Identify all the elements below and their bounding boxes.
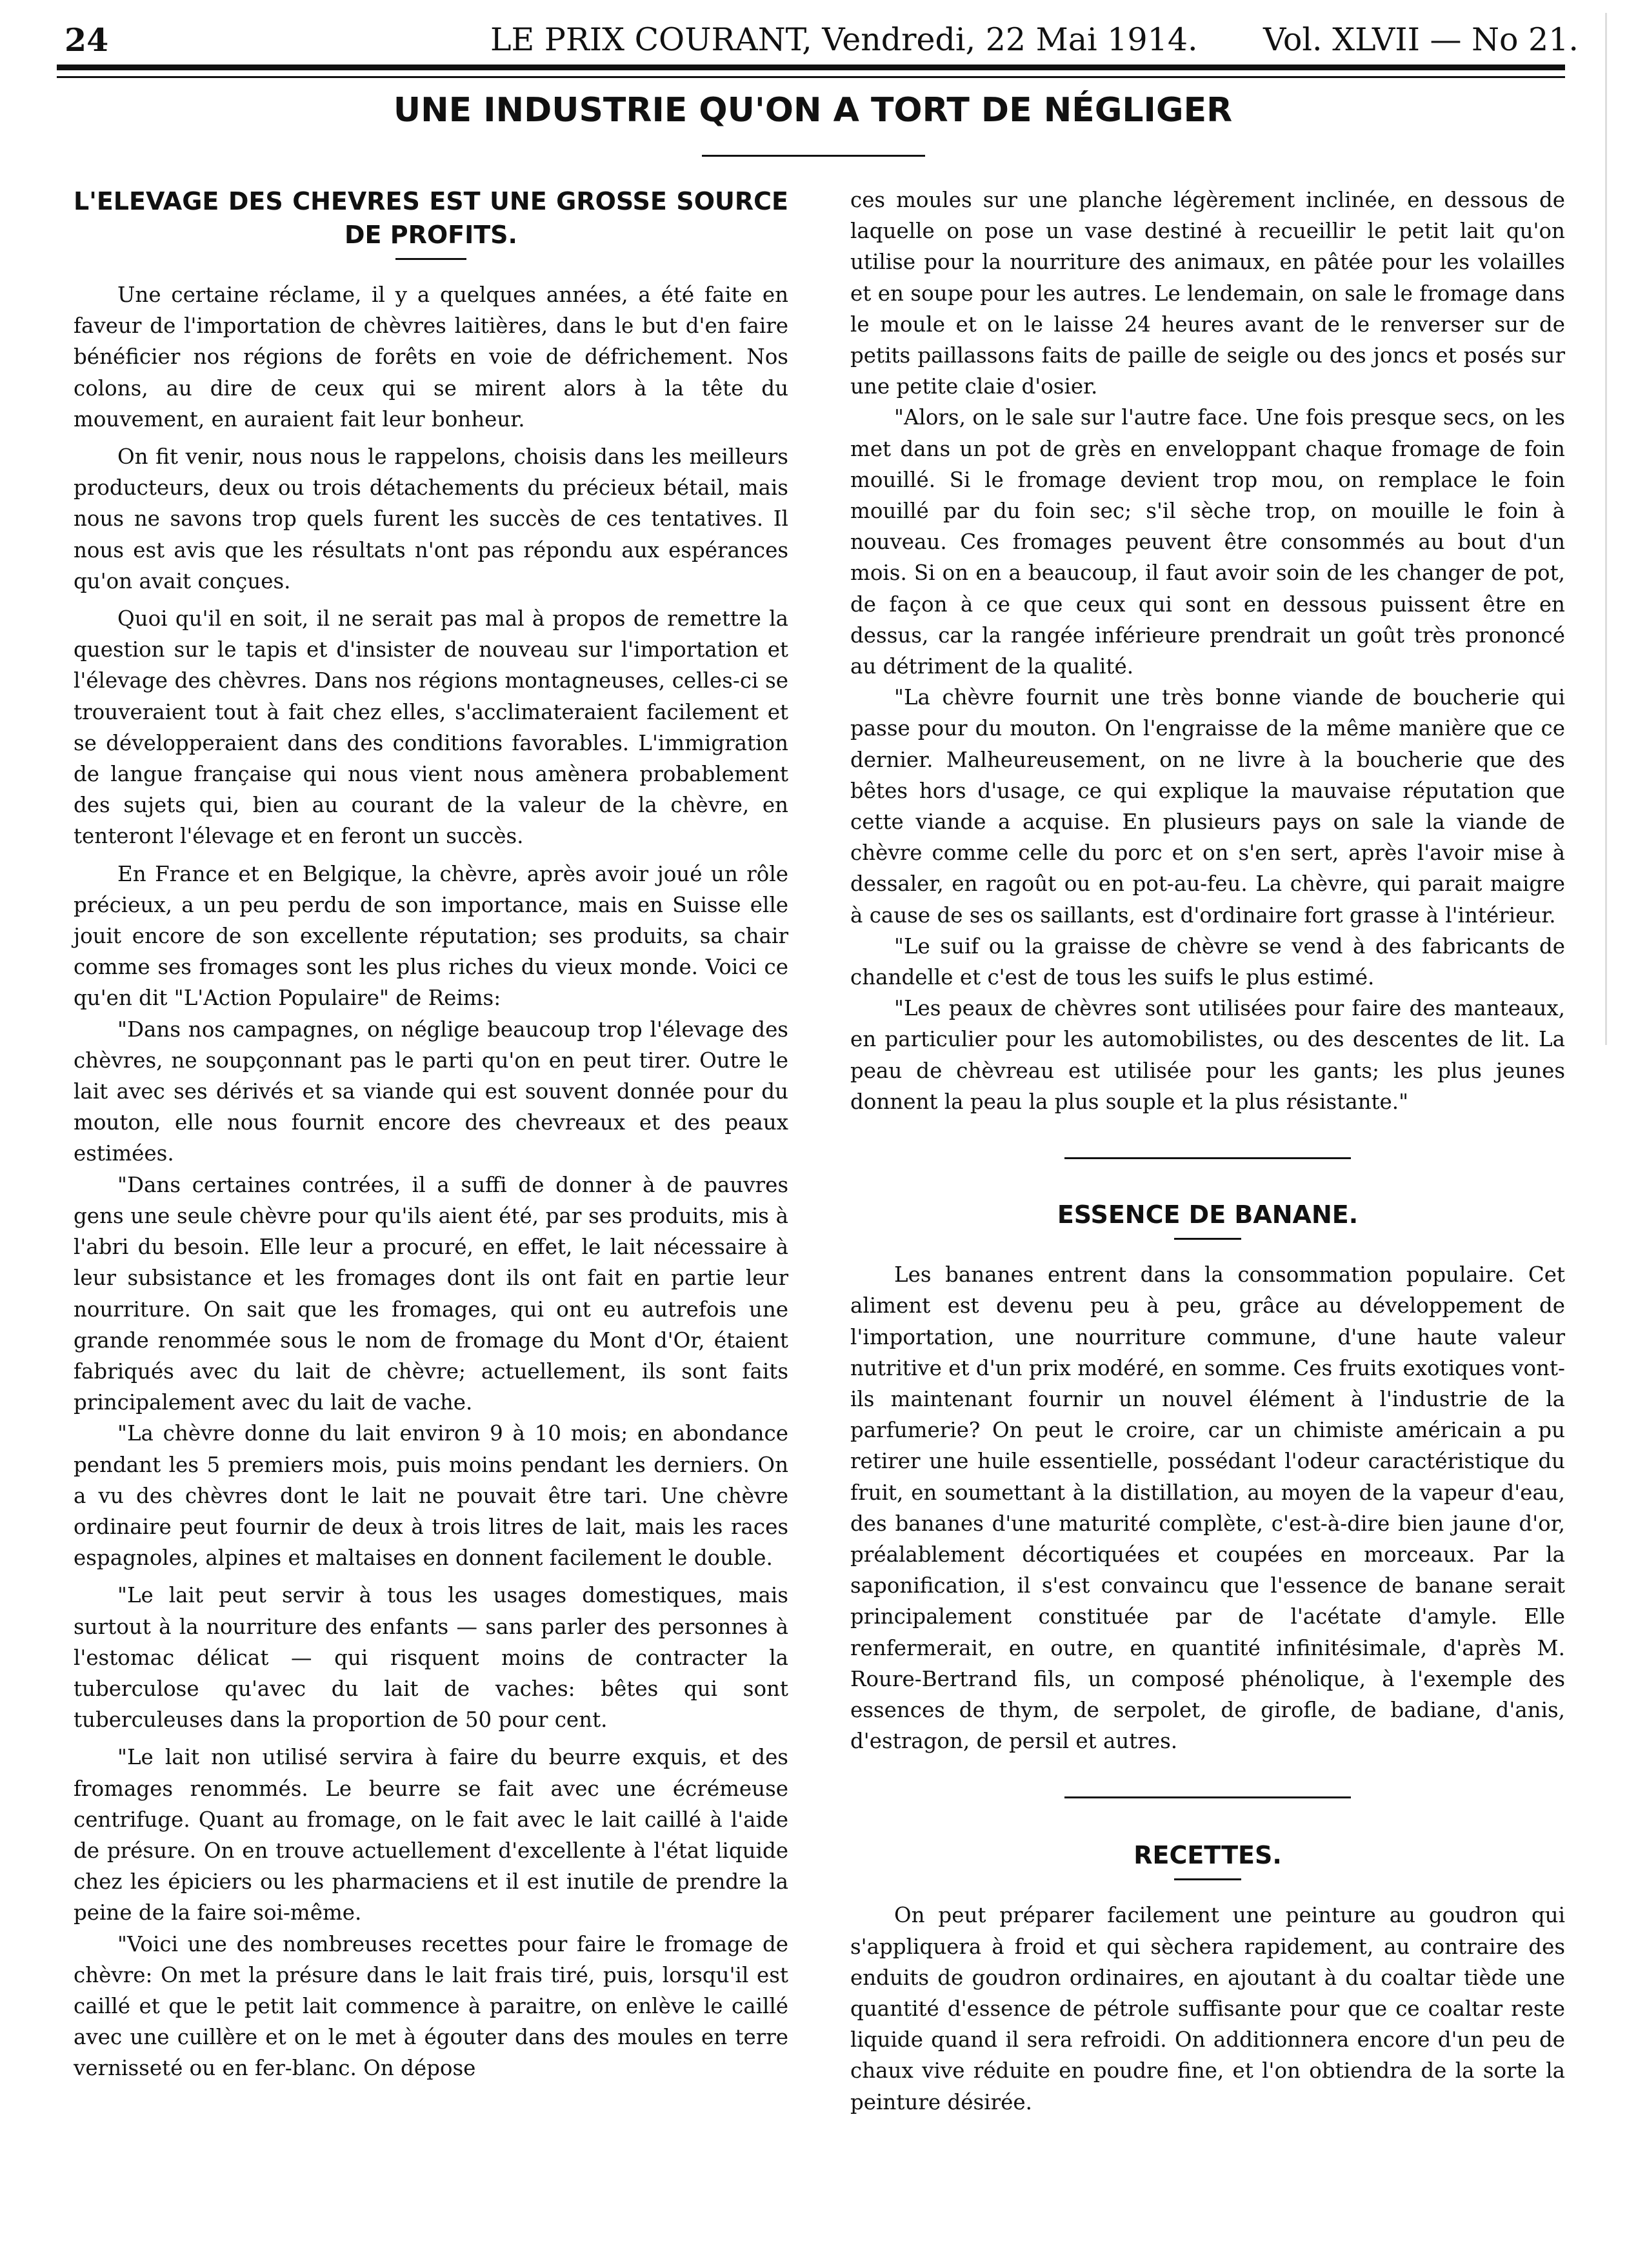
goats-paragraph: "Le suif ou la graisse de chèvre se vend à des fabricants de chandelle et c'est de tous les suifs le plus estimé. [850,933,1565,990]
recipes-section-title: RECETTES. [1133,1841,1282,1870]
goats-paragraph: "La chèvre fournit une très bonne viande de boucherie qui passe pour du mouton. On l'engraisse de la même manière que ce dernier. Malheureusement, on ne livre à la boucherie que des bêtes hors d'usage, ce qui explique la mauvaise réputation que cette viande a acquise. En plusieurs pays on sale la viande de chèvre comme celle du porc et on s'en sert, après l'avoir mise à dessaler, en ragoût ou en pot-au-feu. La chèvre, qui parait maigre à cause de ses os saillants, est d'ordinaire fort grasse à l'intérieur. [850,685,1565,928]
goats-paragraph: En France et en Belgique, la chèvre, après avoir joué un rôle précieux, a un peu perdu de son importance, mais en Suisse elle jouit encore de son excellente réputation; ses produits, sa chair comme ses fromages sont les plus riches du vieux monde. Voici ce qu'en dit "L'Action Populaire" de Reims: [74,861,788,1011]
goats-paragraph: Une certaine réclame, il y a quelques années, a été faite en faveur de l'importation de chèvres laitières, dans le but d'en faire bénéficier nos régions de forêts en voie de défrichement. Nos colons, au dire de ceux qui se mirent alors à la tête du mouvement, en auraient fait leur bonheur. [74,283,788,432]
goats-paragraph: "Voici une des nombreuses recettes pour faire le fromage de chèvre: On met la présure dans le lait frais tiré, puis, lorsqu'il est caillé et que le petit lait commence à paraitre, on enlève le caillé avec une cuillère et on le met à égouter dans des moules en terre vernisseté ou en fer-blanc. On dépose [74,1931,788,2081]
volume-number: Vol. XLVII — No 21. [1263,21,1579,58]
banana-section-title: ESSENCE DE BANANE. [1057,1200,1359,1229]
recipes-paragraph: On peut préparer facilement une peinture au goudron qui s'appliquera à froid et qui sèchera rapidement, au contraire des enduits de goudron ordinaires, en ajoutant à du coaltar tiède une quantité d'essence de pétrole suffisante pour que ce coaltar reste liquide quand il sera refroidi. On additionnera encore d'un peu de chaux vive réduite en poudre fine, et l'on obtiendra de la sorte la peinture désirée. [850,1903,1565,2114]
goats-paragraph: "Le lait peut servir à tous les usages domestiques, mais surtout à la nourriture des enfants — sans parler des personnes à l'estomac délicat — qui risquent moins de contracter la tuberculose qu'avec du lait de vaches: bêtes qui sont tuberculeuses dans la proportion de 50 pour cent. [74,1583,788,1733]
goats-paragraph: On fit venir, nous nous le rappelons, choisis dans les meilleurs producteurs, deux ou trois détachements du précieux bétail, mais nous ne savons trop quels furent les succès de ces tentatives. Il nous est avis que les résultats n'ont pas répondu aux espérances qu'on avait conçues. [74,444,788,593]
right-column [850,184,1565,2118]
goats-paragraph: "Le lait non utilisé servira à faire du beurre exquis, et des fromages renommés. Le beurre se fait avec une écrémeuse centrifuge. Quant au fromage, on le fait avec le lait caillé à l'aide de présure. On en trouve actuellement d'excellente à l'état liquide chez les épiciers ou les pharmaciens et il est inutile de prendre la peine de la faire soi-même. [74,1745,788,1925]
goats-paragraph-continued: ces moules sur une planche légèrement inclinée, en dessous de laquelle on pose un vase destiné à recueillir le petit lait qu'on utilise pour la nourriture des animaux, en pâtée pour les volailles et en soupe pour les autres. Le lendemain, on sale le fromage dans le moule et on le laisse 24 heures avant de le renverser sur de petits paillassons faits de paille de seigle ou des joncs et posés sur une petite claie d'osier. [850,188,1565,399]
page-number: 24 [65,21,109,59]
goats-paragraph: "Alors, on le sale sur l'autre face. Une fois presque secs, on les met dans un pot de grès en enveloppant chaque fromage de foin mouillé. Si le fromage devient trop mou, on remplace le foin mouillé par du foin sec; s'il sèche trop, on mouille le foin à nouveau. Ces fromages peuvent être consommés au bout d'un mois. Si on en a beaucoup, il faut avoir soin de les changer de pot, de façon à ce que ceux qui sont en dessous puissent être en dessus, car la rangée inférieure prendrait un goût très prononcé au détriment de la qualité. [850,405,1565,679]
goats-paragraph: "La chèvre donne du lait environ 9 à 10 mois; en abondance pendant les 5 premiers mois, puis moins pendant les derniers. On a vu des chèvres dont le lait ne pouvait être tari. Une chèvre ordinaire peut fournir de deux à trois litres de lait, mais les races espagnoles, alpines et maltaises en donnent facilement le double. [74,1421,788,1571]
page-edge-line [1605,13,1607,1045]
goats-paragraph: "Dans nos campagnes, on néglige beaucoup trop l'élevage des chèvres, ne soupçonnant pas le parti qu'on en peut tirer. Outre le lait avec ses dérivés et sa viande qui est souvent donnée pour du mouton, elle nous fournit encore des chevreaux et des peaux estimées. [74,1017,788,1166]
publication-header: LE PRIX COURANT, Vendredi, 22 Mai 1914. [490,21,1198,58]
goats-paragraph: Quoi qu'il en soit, il ne serait pas mal à propos de remettre la question sur le tapis et d'insister de nouveau sur l'importation et l'élevage des chèvres. Dans nos régions montagneuses, celles-ci se trouveraient tout à fait chez elles, s'acclimateraient facilement et se développeraient dans des conditions favorables. L'immigration de langue française qui nous vient nous amènera probablement des sujets qui, bien au courant de la valeur de la chèvre, en tenteront l'élevage et en feront un succès. [74,606,788,849]
goats-paragraph: "Dans certaines contrées, il a suffi de donner à de pauvres gens une seule chèvre pour qu'ils aient été, par ses produits, mis à l'abri du besoin. Elle leur a procuré, en effet, le lait nécessaire à leur subsistance et les fromages dont ils ont fait en partie leur nourriture. On sait que les fromages, qui ont eu autrefois une grande renommée sous le nom de fromage du Mont d'Or, étaient fabriqués avec du lait de chèvre; actuellement, ils sont faits principalement avec du lait de vache. [74,1172,788,1415]
goats-section-title: L'ELEVAGE DES CHEVRES EST UNE GROSSE SOURCE DE PROFITS. [74,187,788,249]
header-rule-thick [57,65,1565,70]
header-rule-thin [57,76,1565,78]
goats-paragraph: "Les peaux de chèvres sont utilisées pour faire des manteaux, en particulier pour les automobilistes, ou des descentes de lit. La peau de chèvreau est utilisée pour les gants; les plus jeunes donnent la peau la plus souple et la plus résistante." [850,996,1565,1114]
title-rule [702,155,925,157]
left-column [74,184,788,2084]
article-title: UNE INDUSTRIE QU'ON A TORT DE NÉGLIGER [393,91,1233,130]
banana-paragraph: Les bananes entrent dans la consommation populaire. Cet aliment est devenu peu à peu, grâce au développement de l'importation, une nourriture commune, d'une haute valeur nutritive et d'un prix modéré, en somme. Ces fruits exotiques vont-ils maintenant fournir un nouvel élément à l'industrie de la parfumerie? On peut le croire, car un chimiste américain a pu retirer une huile essentielle, possédant l'odeur caractéristique du fruit, en soumettant à la distillation, au moyen de la vapeur d'eau, des bananes d'une maturité complète, c'est-à-dire bien jaune d'or, préalablement décortiquées et coupées en morceaux. Par la saponification, il s'est convaincu que l'essence de banane serait principalement constituée par de l'acétate d'amyle. Elle renfermerait, en outre, en quantité infinitésimale, d'après M. Roure-Bertrand fils, un composé phénolique, à l'exemple des essences de thym, de serpolet, de girofle, de badiane, d'anis, d'estragon, de persil et autres. [850,1262,1565,1754]
